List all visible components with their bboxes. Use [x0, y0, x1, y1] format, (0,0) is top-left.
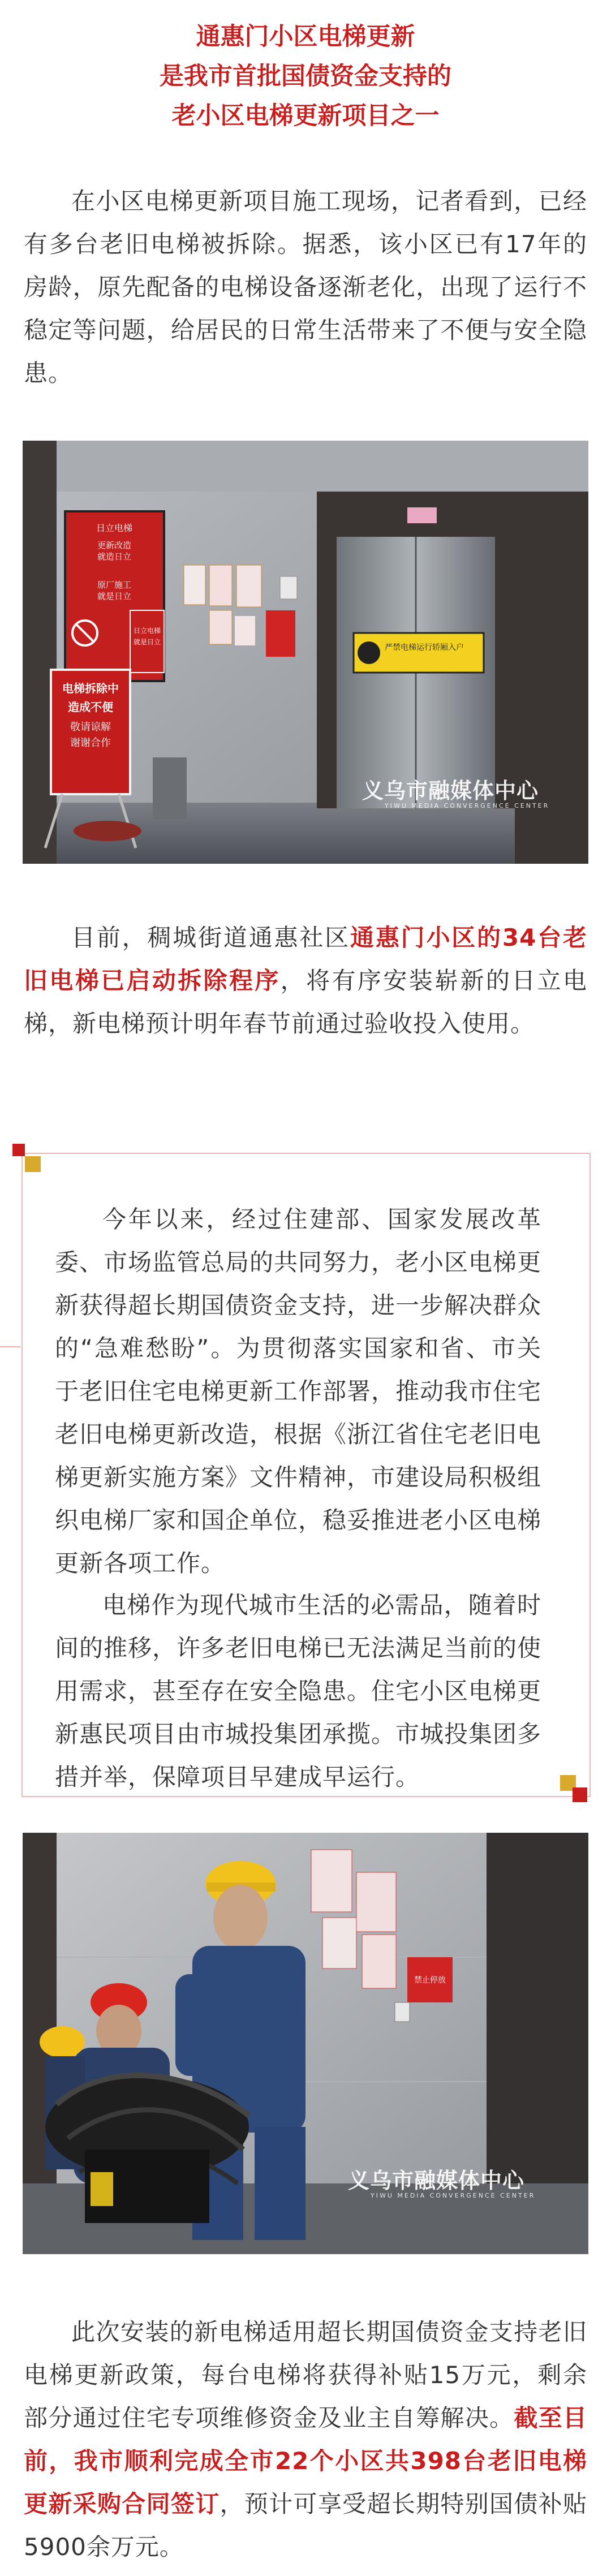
- red-wall-sign: 禁止停放: [414, 1976, 446, 1985]
- board-line-2: 就造日立: [97, 552, 132, 562]
- warning-board-line-4: 谢谢合作: [70, 737, 111, 749]
- small-hitachi-sign-2: 就是日立: [133, 638, 161, 646]
- paragraph-2-highlight: 通惠门小区的34台老旧电梯已启动拆除程序: [24, 924, 587, 994]
- framed-box-border: [21, 1153, 591, 1797]
- paragraph-2-b: ，将有序安装崭新的日立电梯，新电梯预计明年春节前通过验收投入使用。: [24, 967, 587, 1037]
- paragraph-3: [24, 2311, 587, 2569]
- board-title: 日立电梯: [96, 523, 133, 533]
- warning-board-line-2: 造成不便: [68, 700, 113, 714]
- watermark-2-sub: YIWU MEDIA CONVERGENCE CENTER: [371, 2192, 536, 2199]
- paragraph-2: [24, 916, 587, 1045]
- watermark-2: [348, 2163, 535, 2199]
- corner-decoration-red-bottom: [573, 1787, 587, 1802]
- board-line-3: 原厂施工: [97, 580, 132, 590]
- paragraph-3-a: 此次安装的新电梯适用超长期国债资金支持老旧电梯更新政策，每台电梯将获得补贴15万元，剩余部分通过住宅专项维修资金及业主自筹解决。: [24, 2318, 587, 2432]
- watermark-1-sub: YIWU MEDIA CONVERGENCE CENTER: [385, 802, 550, 809]
- headline-line-2: 是我市首批国债资金支持的: [160, 62, 451, 91]
- headline-line-3: 老小区电梯更新项目之一: [171, 102, 440, 130]
- board-line-4: 就是日立: [97, 591, 132, 601]
- corner-decoration-gold-top: [25, 1156, 41, 1172]
- warning-board-title: 电梯拆除中: [62, 682, 119, 695]
- watermark-1-main: 义乌市融媒体中心: [362, 778, 539, 803]
- article-headline: [0, 17, 611, 136]
- warning-board-line-3: 敬请谅解: [70, 721, 111, 733]
- paragraph-3-b: ，预计可享受超长期特别国债补贴5900余万元。: [24, 2490, 587, 2561]
- board-line-1: 更新改造: [97, 540, 132, 550]
- box-paragraph-2: 电梯作为现代城市生活的必需品，随着时间的推移，许多老旧电梯已无法满足当前的使用需求，甚至存在安全隐患。住宅小区电梯更新惠民项目由市城投集团承揽。市城投集团多措并举，保障项目早建成早运行。: [55, 1591, 542, 1791]
- photo-workers-removing-elevator: [23, 1833, 588, 2254]
- paragraph-2-a: 目前，稠城街道通惠社区: [71, 924, 350, 951]
- side-decoration-line: [0, 1346, 20, 1347]
- framed-box: [0, 1137, 611, 1813]
- paragraph-1: 在小区电梯更新项目施工现场，记者看到，已经有多台老旧电梯被拆除。据悉，该小区已有17年的房龄，原先配备的电梯设备逐渐老化，出现了运行不稳定等问题，给居民的日常生活带来了不便与安全隐患。: [24, 187, 587, 387]
- headline-line-1: 通惠门小区电梯更新: [196, 23, 415, 51]
- box-paragraph-1: 今年以来，经过住建部、国家发展改革委、市场监管总局的共同努力，老小区电梯更新获得超长期国债资金支持，进一步解决群众的“急难愁盼”。为贯彻落实国家和省、市关于老旧住宅电梯更新工作部署，推动我市住宅老旧电梯更新改造，根据《浙江省住宅老旧电梯更新实施方案》文件精神，市建设局积极组织电梯厂家和国企单位，稳妥推进老小区电梯更新各项工作。: [55, 1205, 542, 1577]
- paragraph-3-highlight: 截至目前，我市顺利完成全市22个小区共398台老旧电梯更新采购合同签订: [24, 2404, 587, 2518]
- watermark-1: [362, 773, 549, 809]
- photo-old-elevator: [23, 441, 588, 864]
- small-hitachi-sign: 日立电梯: [133, 627, 161, 635]
- yellow-notice-text: 严禁电梯运行轿厢入户: [385, 643, 464, 652]
- corner-decoration-red-top: [12, 1144, 25, 1156]
- watermark-2-main: 义乌市融媒体中心: [348, 2168, 525, 2193]
